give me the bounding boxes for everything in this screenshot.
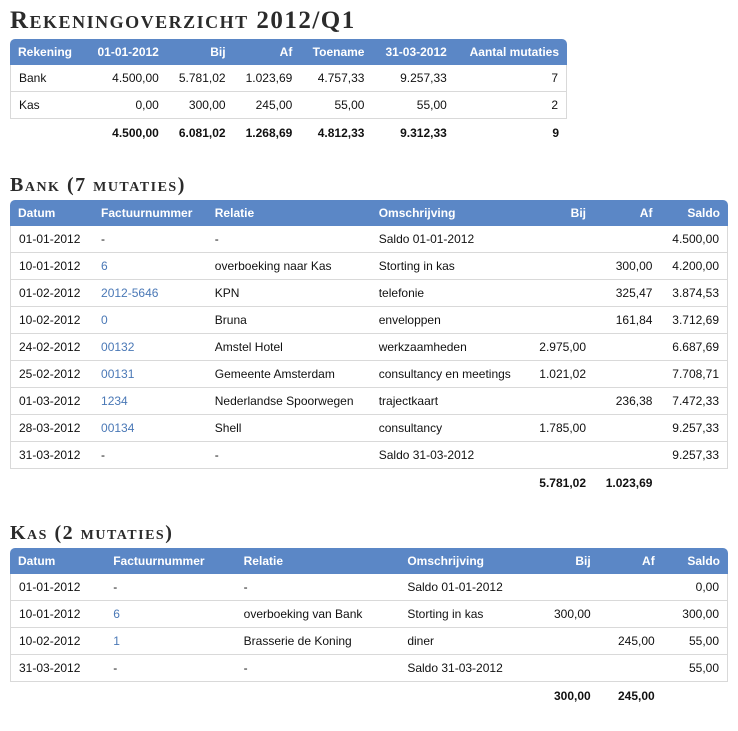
factuur-link[interactable]: 1234: [101, 394, 128, 408]
cell: [236, 682, 400, 710]
cell: [371, 469, 528, 497]
factuurnummer-cell: -: [105, 655, 235, 682]
kas-table: [10, 548, 728, 710]
page-title: Rekeningoverzicht 2012/Q1: [10, 7, 356, 34]
cell: Bank: [10, 65, 85, 92]
omschrijving-cell: consultancy: [371, 415, 528, 442]
total-eind: 9.312,33: [400, 126, 447, 140]
datum-cell: 28-03-2012: [10, 415, 93, 442]
cell: [93, 469, 207, 497]
cell: [399, 682, 534, 710]
af-cell: 325,47: [594, 280, 660, 307]
cell: [10, 682, 105, 710]
af-cell: 300,00: [594, 253, 660, 280]
table-row: [10, 307, 728, 334]
col-saldo: Saldo: [663, 548, 728, 574]
af-cell: [599, 655, 663, 682]
col-factuurnummer: Factuurnummer: [105, 548, 235, 574]
factuurnummer-cell: [93, 388, 207, 415]
omschrijving-cell: Storting in kas: [371, 253, 528, 280]
bij-cell: [528, 226, 594, 253]
kas-rows: [10, 574, 728, 682]
total-toename: 4.812,33: [317, 126, 365, 140]
datum-cell: 01-02-2012: [10, 280, 93, 307]
bij-cell: [528, 388, 594, 415]
col-eind: 31-03-2012: [372, 39, 454, 65]
factuurnummer-cell: -: [93, 442, 207, 469]
cell: 55,00: [372, 92, 454, 119]
saldo-cell: 55,00: [663, 655, 728, 682]
omschrijving-cell: Storting in kas: [399, 601, 534, 628]
relatie-cell: Amstel Hotel: [207, 334, 371, 361]
saldo-cell: 7.708,71: [660, 361, 728, 388]
table-row: [10, 388, 728, 415]
cell: 7: [455, 65, 567, 92]
af-cell: [594, 415, 660, 442]
factuurnummer-cell: [93, 280, 207, 307]
table-row: [10, 628, 728, 655]
cell: 300,00: [167, 92, 234, 119]
cell: 9.257,33: [372, 65, 454, 92]
datum-cell: 31-03-2012: [10, 655, 105, 682]
factuur-link[interactable]: 1: [113, 634, 120, 648]
cell: 5.781,02: [167, 65, 234, 92]
factuur-link[interactable]: 2012-5646: [101, 286, 159, 300]
saldo-cell: 3.874,53: [660, 280, 728, 307]
factuurnummer-cell: [93, 334, 207, 361]
factuur-link[interactable]: 6: [113, 607, 120, 621]
cell: 245,00: [234, 92, 301, 119]
total-af: 245,00: [618, 689, 655, 703]
af-cell: [594, 442, 660, 469]
factuurnummer-cell: -: [105, 574, 235, 601]
relatie-cell: overboeking van Bank: [236, 601, 400, 628]
factuur-link[interactable]: 00134: [101, 421, 135, 435]
table-row: [10, 655, 728, 682]
relatie-cell: Gemeente Amsterdam: [207, 361, 371, 388]
col-datum: Datum: [10, 548, 105, 574]
bij-cell: [535, 628, 599, 655]
col-begin: 01-01-2012: [85, 39, 167, 65]
factuurnummer-cell: [93, 361, 207, 388]
kas-title: Kas (2 mutaties): [10, 522, 174, 544]
cell: 2: [455, 92, 567, 119]
datum-cell: 24-02-2012: [10, 334, 93, 361]
col-af: Af: [594, 200, 660, 226]
summary-row-kas: [10, 92, 567, 119]
relatie-cell: -: [236, 655, 400, 682]
omschrijving-cell: consultancy en meetings: [371, 361, 528, 388]
total-bij: 5.781,02: [539, 476, 587, 490]
table-row: [10, 280, 728, 307]
total-begin: 4.500,00: [112, 126, 159, 140]
bij-cell: [535, 655, 599, 682]
col-rekening: Rekening: [10, 39, 85, 65]
omschrijving-cell: telefonie: [371, 280, 528, 307]
datum-cell: 10-01-2012: [10, 601, 105, 628]
factuur-link[interactable]: 6: [101, 259, 108, 273]
bank-table: [10, 200, 728, 497]
cell: [10, 469, 93, 497]
af-cell: 161,84: [594, 307, 660, 334]
table-row: [10, 442, 728, 469]
cell: Kas: [10, 92, 85, 119]
bij-cell: 1.021,02: [528, 361, 594, 388]
table-row: [10, 334, 728, 361]
bij-cell: [528, 253, 594, 280]
total-bij: 300,00: [553, 689, 591, 703]
bank-rows: [10, 226, 728, 469]
col-omschrijving: Omschrijving: [371, 200, 528, 226]
relatie-cell: overboeking naar Kas: [207, 253, 371, 280]
total-af: 1.268,69: [245, 126, 293, 140]
saldo-cell: 6.687,69: [660, 334, 728, 361]
summary-table: [10, 39, 567, 147]
relatie-cell: KPN: [207, 280, 371, 307]
col-omschrijving: Omschrijving: [399, 548, 534, 574]
factuur-link[interactable]: 00131: [101, 367, 135, 381]
datum-cell: 31-03-2012: [10, 442, 93, 469]
factuurnummer-cell: -: [93, 226, 207, 253]
omschrijving-cell: enveloppen: [371, 307, 528, 334]
factuurnummer-cell: [93, 307, 207, 334]
col-bij: Bij: [535, 548, 599, 574]
relatie-cell: Nederlandse Spoorwegen: [207, 388, 371, 415]
bij-cell: [528, 307, 594, 334]
bij-cell: 2.975,00: [528, 334, 594, 361]
saldo-cell: 300,00: [663, 601, 728, 628]
bij-cell: [528, 280, 594, 307]
af-cell: 245,00: [599, 628, 663, 655]
saldo-cell: 9.257,33: [660, 415, 728, 442]
total-mutaties: 9: [552, 126, 559, 140]
datum-cell: 10-02-2012: [10, 307, 93, 334]
af-cell: 236,38: [594, 388, 660, 415]
total-bij: 6.081,02: [178, 126, 226, 140]
af-cell: [599, 574, 663, 601]
omschrijving-cell: Saldo 01-01-2012: [399, 574, 534, 601]
omschrijving-cell: Saldo 31-03-2012: [399, 655, 534, 682]
saldo-cell: 9.257,33: [660, 442, 728, 469]
saldo-cell: 4.500,00: [660, 226, 728, 253]
cell: [105, 682, 235, 710]
table-row: [10, 226, 728, 253]
omschrijving-cell: trajectkaart: [371, 388, 528, 415]
col-af: Af: [599, 548, 663, 574]
summary-row-bank: [10, 65, 567, 92]
col-mutaties: Aantal mutaties: [455, 39, 567, 65]
total-af: 1.023,69: [605, 476, 653, 490]
col-relatie: Relatie: [207, 200, 371, 226]
saldo-cell: 3.712,69: [660, 307, 728, 334]
factuurnummer-cell: [93, 253, 207, 280]
relatie-cell: -: [207, 442, 371, 469]
af-cell: [599, 601, 663, 628]
datum-cell: 01-03-2012: [10, 388, 93, 415]
bij-cell: 300,00: [535, 601, 599, 628]
omschrijving-cell: Saldo 01-01-2012: [371, 226, 528, 253]
col-datum: Datum: [10, 200, 93, 226]
cell: 4.500,00: [85, 65, 167, 92]
saldo-cell: 7.472,33: [660, 388, 728, 415]
saldo-cell: 0,00: [663, 574, 728, 601]
saldo-cell: 4.200,00: [660, 253, 728, 280]
cell: 1.023,69: [234, 65, 301, 92]
saldo-cell: 55,00: [663, 628, 728, 655]
factuurnummer-cell: [93, 415, 207, 442]
table-row: [10, 601, 728, 628]
factuur-link[interactable]: 0: [101, 313, 108, 327]
bij-cell: 1.785,00: [528, 415, 594, 442]
factuurnummer-cell: [105, 628, 235, 655]
col-relatie: Relatie: [236, 548, 400, 574]
bank-title: Bank (7 mutaties): [10, 174, 186, 196]
col-bij: Bij: [528, 200, 594, 226]
datum-cell: 10-02-2012: [10, 628, 105, 655]
cell: 4.757,33: [300, 65, 372, 92]
datum-cell: 01-01-2012: [10, 574, 105, 601]
af-cell: [594, 226, 660, 253]
table-row: [10, 574, 728, 601]
table-row: [10, 415, 728, 442]
table-row: [10, 253, 728, 280]
omschrijving-cell: werkzaamheden: [371, 334, 528, 361]
summary-totals: [10, 119, 567, 147]
datum-cell: 01-01-2012: [10, 226, 93, 253]
col-toename: Toename: [300, 39, 372, 65]
relatie-cell: Bruna: [207, 307, 371, 334]
col-factuurnummer: Factuurnummer: [93, 200, 207, 226]
datum-cell: 25-02-2012: [10, 361, 93, 388]
cell: [663, 682, 728, 710]
omschrijving-cell: diner: [399, 628, 534, 655]
table-row: [10, 361, 728, 388]
omschrijving-cell: Saldo 31-03-2012: [371, 442, 528, 469]
bij-cell: [535, 574, 599, 601]
relatie-cell: Brasserie de Koning: [236, 628, 400, 655]
af-cell: [594, 334, 660, 361]
cell: [207, 469, 371, 497]
relatie-cell: Shell: [207, 415, 371, 442]
bij-cell: [528, 442, 594, 469]
factuurnummer-cell: [105, 601, 235, 628]
col-bij: Bij: [167, 39, 234, 65]
relatie-cell: -: [236, 574, 400, 601]
factuur-link[interactable]: 00132: [101, 340, 135, 354]
cell: [10, 119, 85, 147]
col-af: Af: [234, 39, 301, 65]
relatie-cell: -: [207, 226, 371, 253]
col-saldo: Saldo: [660, 200, 728, 226]
af-cell: [594, 361, 660, 388]
kas-totals: [10, 682, 728, 710]
cell: 0,00: [85, 92, 167, 119]
cell: [660, 469, 728, 497]
cell: 55,00: [300, 92, 372, 119]
bank-totals: [10, 469, 728, 497]
datum-cell: 10-01-2012: [10, 253, 93, 280]
